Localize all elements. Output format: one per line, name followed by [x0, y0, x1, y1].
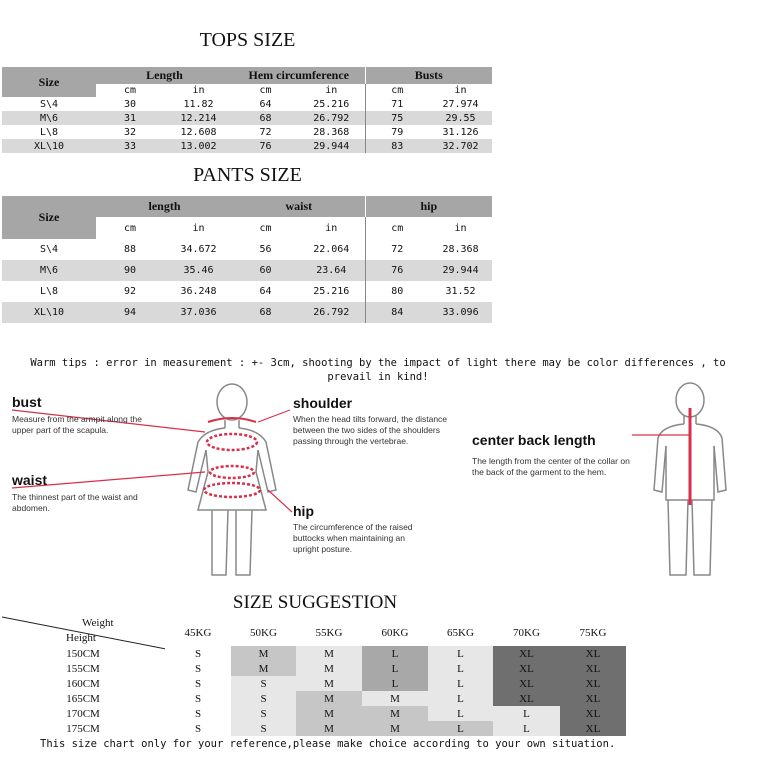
- table-row: [165, 721, 626, 736]
- size-cell: XL: [493, 676, 560, 691]
- pants-cell: 31.52: [445, 286, 476, 297]
- size-suggestion-title: SIZE SUGGESTION: [232, 592, 398, 613]
- bust-label: bust: [12, 394, 42, 410]
- pants-cell: XL\10: [33, 307, 65, 318]
- pants-cell: 35.46: [183, 265, 214, 276]
- weight-header: 70KG: [513, 626, 540, 639]
- center-back-label: center back length: [472, 432, 596, 448]
- table-row: [2, 281, 492, 302]
- size-cell: L: [493, 706, 560, 721]
- pants-unit: in: [454, 222, 467, 234]
- tops-cell: 76: [259, 140, 272, 152]
- tops-cell: 75: [391, 112, 404, 124]
- pants-cell: 28.368: [442, 244, 479, 255]
- waist-label: waist: [12, 472, 48, 488]
- pants-cell: 29.944: [442, 265, 479, 276]
- size-cell: XL: [560, 706, 626, 721]
- table-row: [2, 139, 492, 153]
- size-cell: L: [428, 706, 493, 721]
- tops-cell: 29.944: [298, 139, 365, 153]
- shoulder-desc: When the head tilts forward, the distance between the two sides of the shoulders passing through the vertebrae.: [293, 414, 448, 446]
- tops-group-length: Length: [96, 67, 233, 84]
- tops-cell: 27.974: [442, 98, 479, 110]
- size-cell: M: [296, 646, 362, 661]
- size-cell: L: [428, 661, 493, 676]
- tops-cell: 31: [123, 112, 137, 124]
- size-cell: M: [296, 706, 362, 721]
- tops-cell: 79: [391, 126, 404, 138]
- tops-cell: 12.214: [180, 112, 217, 124]
- tops-cell: L\8: [39, 126, 59, 138]
- size-cell: M: [296, 676, 362, 691]
- table-row: [2, 111, 492, 125]
- table-row: [2, 239, 492, 260]
- tops-cell: 31.126: [442, 126, 479, 138]
- size-cell: XL: [560, 661, 626, 676]
- tops-cell: M\6: [39, 112, 59, 124]
- size-cell: XL: [560, 676, 626, 691]
- height-row-label: 170CM: [66, 707, 100, 720]
- pants-group-hip: hip: [365, 196, 492, 217]
- bust-desc: Measure from the armpit along the upper part of the scapula.: [12, 414, 142, 435]
- weight-label: Weight: [82, 617, 114, 629]
- hip-desc: The circumference of the raised buttocks when maintaining an upright posture.: [293, 522, 413, 554]
- height-row-label: 175CM: [66, 722, 100, 735]
- tops-cell: 64: [259, 98, 272, 110]
- size-cell: L: [428, 691, 493, 706]
- tops-cell: 28.368: [298, 125, 365, 139]
- pants-cell: 88: [123, 244, 137, 255]
- pants-unit: in: [192, 222, 205, 234]
- tops-cell: 30: [123, 98, 137, 110]
- size-cell: M: [296, 691, 362, 706]
- size-cell: XL: [560, 646, 626, 661]
- pants-cell: 26.792: [298, 302, 365, 323]
- tops-cell: 25.216: [298, 97, 365, 111]
- table-row: [165, 691, 626, 706]
- table-row: [165, 706, 626, 721]
- tops-cell: S\4: [39, 98, 59, 110]
- tops-unit: cm: [391, 85, 404, 96]
- pants-cell: 25.216: [298, 281, 365, 302]
- size-cell: S: [231, 721, 296, 736]
- pants-size-title: PANTS SIZE: [193, 164, 302, 186]
- size-cell: S: [165, 721, 231, 736]
- size-cell: S: [231, 706, 296, 721]
- pants-cell: 23.64: [298, 260, 365, 281]
- height-row-label: 150CM: [66, 647, 100, 660]
- pants-cell: 56: [259, 244, 272, 255]
- table-row: [165, 646, 626, 661]
- size-cell: L: [362, 646, 428, 661]
- tops-cell: 13.002: [180, 140, 217, 152]
- tops-cell: 32.702: [442, 140, 479, 152]
- hip-label: hip: [293, 503, 314, 519]
- size-cell: L: [362, 661, 428, 676]
- pants-cell: M\6: [39, 265, 59, 276]
- pants-cell: 34.672: [180, 244, 217, 255]
- footer-note: This size chart only for your reference,please make choice according to your own situation.: [40, 738, 616, 750]
- weight-header: 75KG: [579, 626, 607, 639]
- pants-cell: 90: [123, 265, 137, 276]
- height-row-label: 165CM: [66, 692, 100, 705]
- table-row: [2, 125, 492, 139]
- height-row-label: 160CM: [66, 677, 100, 690]
- pants-cell: L\8: [39, 286, 59, 297]
- pants-cell: 64: [259, 286, 272, 297]
- tops-cell: 26.792: [298, 111, 365, 125]
- table-row: [165, 661, 626, 676]
- height-row-label: 155CM: [66, 662, 100, 675]
- pants-cell: 72: [391, 244, 404, 255]
- pants-cell: 80: [391, 286, 404, 297]
- height-label: Height: [66, 632, 96, 644]
- tops-size-header: Size: [2, 67, 96, 97]
- size-cell: M: [231, 646, 296, 661]
- tops-cell: 83: [391, 140, 404, 152]
- size-suggestion-weights: [165, 625, 626, 640]
- tops-unit: in: [454, 85, 467, 96]
- weight-header: 65KG: [447, 626, 474, 639]
- size-cell: S: [231, 676, 296, 691]
- tops-group-busts: Busts: [365, 67, 492, 84]
- size-cell: M: [296, 721, 362, 736]
- tops-unit: cm: [123, 85, 137, 96]
- size-cell: XL: [560, 721, 626, 736]
- table-row: [2, 260, 492, 281]
- pants-group-length: length: [96, 196, 233, 217]
- pants-cell: 84: [391, 307, 404, 318]
- tops-cell: 12.608: [180, 126, 217, 138]
- weight-header: 45KG: [184, 626, 212, 639]
- tops-cell: 71: [391, 98, 404, 110]
- pants-cell: S\4: [39, 244, 59, 255]
- tops-size-table: [2, 67, 492, 153]
- size-cell: S: [165, 691, 231, 706]
- pants-cell: 36.248: [180, 286, 217, 297]
- tops-cell: 32: [123, 126, 137, 138]
- tops-group-hem: Hem circumference: [233, 67, 365, 84]
- pants-unit: in: [298, 217, 365, 239]
- size-cell: L: [428, 676, 493, 691]
- tops-cell: 29.55: [445, 112, 476, 124]
- size-cell: S: [231, 691, 296, 706]
- tops-unit: in: [298, 84, 365, 97]
- size-cell: S: [165, 676, 231, 691]
- pants-unit: cm: [391, 222, 404, 234]
- weight-header: 55KG: [315, 626, 343, 639]
- pants-cell: 22.064: [298, 239, 365, 260]
- size-suggestion-heights: [60, 646, 106, 736]
- table-row: [165, 676, 626, 691]
- shoulder-label: shoulder: [293, 395, 353, 411]
- center-back-desc: The length from the center of the collar on the back of the garment to the hem.: [472, 456, 630, 477]
- pants-cell: 33.096: [442, 307, 479, 318]
- tops-cell: 11.82: [183, 98, 214, 110]
- size-cell: L: [493, 721, 560, 736]
- tops-cell: 33: [123, 140, 137, 152]
- pants-unit: cm: [259, 222, 272, 234]
- tops-cell: 72: [259, 126, 272, 138]
- pants-cell: 68: [259, 307, 272, 318]
- size-cell: L: [428, 721, 493, 736]
- pants-size-header: Size: [2, 196, 96, 239]
- weight-header: 60KG: [381, 626, 409, 639]
- tops-unit: cm: [259, 85, 272, 96]
- warm-tips: Warm tips : error in measurement : +- 3cm, shooting by the impact of light there may be color differences , to prevail in kind!: [30, 357, 726, 383]
- pants-group-waist: waist: [233, 196, 365, 217]
- size-cell: M: [362, 721, 428, 736]
- pants-cell: 92: [123, 286, 137, 297]
- size-cell: XL: [493, 661, 560, 676]
- pants-cell: 94: [123, 307, 137, 318]
- size-cell: L: [362, 676, 428, 691]
- tops-size-title: TOPS SIZE: [199, 29, 296, 51]
- size-cell: S: [165, 661, 231, 676]
- size-cell: M: [231, 661, 296, 676]
- tops-cell: XL\10: [33, 140, 65, 152]
- size-cell: S: [165, 706, 231, 721]
- size-cell: S: [165, 646, 231, 661]
- size-cell: M: [296, 661, 362, 676]
- size-cell: M: [362, 706, 428, 721]
- size-cell: XL: [493, 646, 560, 661]
- weight-header: 50KG: [250, 626, 277, 639]
- size-cell: XL: [493, 691, 560, 706]
- tops-unit: in: [192, 85, 205, 96]
- table-row: [2, 302, 492, 323]
- waist-desc: The thinnest part of the waist and abdomen.: [12, 492, 138, 513]
- pants-cell: 60: [259, 265, 272, 276]
- pants-unit: cm: [123, 222, 137, 234]
- size-cell: L: [428, 646, 493, 661]
- tops-cell: 68: [259, 112, 272, 124]
- size-cell: M: [362, 691, 428, 706]
- pants-cell: 76: [391, 265, 404, 276]
- pants-size-table: [2, 196, 492, 323]
- size-cell: XL: [560, 691, 626, 706]
- table-row: [2, 97, 492, 111]
- pants-cell: 37.036: [180, 307, 217, 318]
- size-suggestion-grid: [165, 646, 626, 736]
